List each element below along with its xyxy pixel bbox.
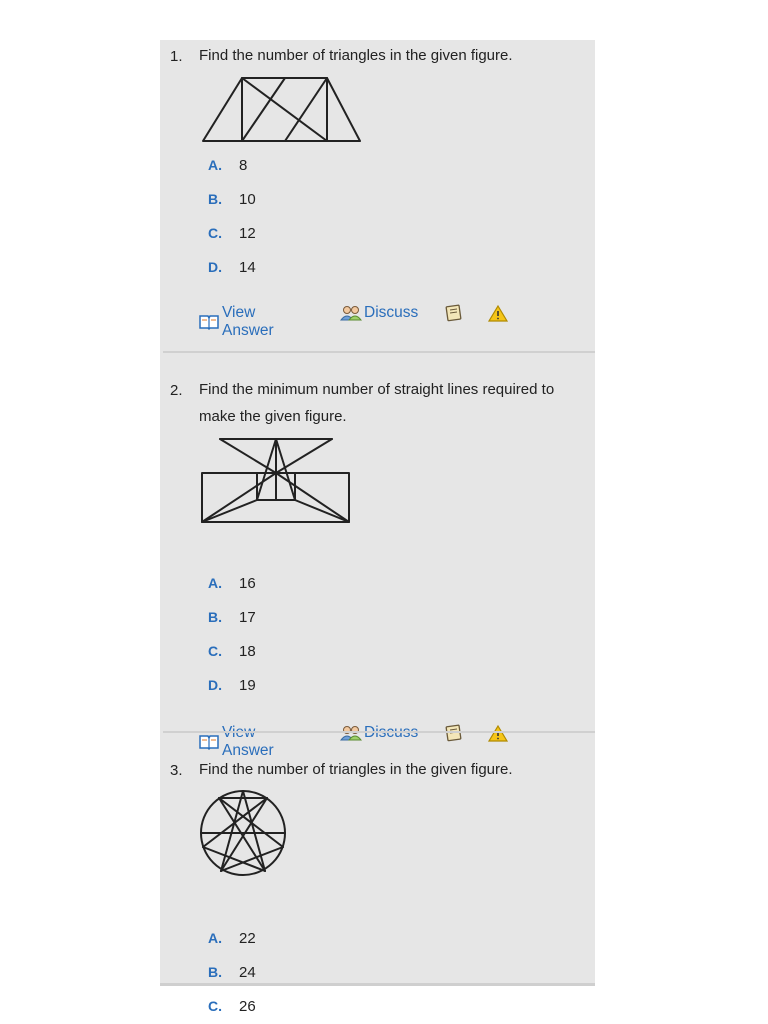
question-list-panel: 1. Find the number of triangles in the given figure. A. 8 B. 10 C. 12 D. 14 View Answer Discuss 2. Find the minimum number of straight lines required to make the given figure. A. 16 B. 17 C. 18 D. 19 Answer 3. Find the number of triangles in the given figure. A. 22 B. 24 C. 26 (160, 40, 595, 985)
warning-icon (488, 724, 508, 742)
view-answer-link[interactable]: View Answer (198, 304, 274, 340)
question-text: Find the minimum number of straight lines required to make the given figure. (199, 381, 555, 425)
open-book-icon (198, 313, 220, 331)
notebook-icon (444, 724, 464, 742)
discuss-link[interactable]: Discuss (340, 304, 418, 322)
users-icon (340, 304, 362, 322)
workspace-button[interactable] (444, 304, 464, 322)
open-book-icon (198, 733, 220, 751)
report-button[interactable] (488, 724, 508, 742)
notebook-icon (444, 304, 464, 322)
question-divider (163, 351, 595, 353)
question-number: 2. (170, 382, 183, 399)
question-divider (163, 731, 595, 733)
question-number: 1. (170, 48, 183, 65)
circle-star-figure (199, 789, 289, 879)
warning-icon (488, 304, 508, 322)
question-text: Find the number of triangles in the given figure. (199, 761, 513, 778)
discuss-link[interactable] (340, 724, 418, 742)
question-number: 3. (170, 762, 183, 779)
question-text: Find the number of triangles in the given figure. (199, 47, 513, 64)
report-button[interactable] (488, 304, 508, 322)
panel-bottom-edge (160, 983, 595, 986)
view-answer-link[interactable]: Answer (198, 724, 274, 760)
lines-figure (200, 435, 352, 525)
users-icon (340, 724, 362, 742)
trapezoid-triangles-figure (200, 74, 365, 146)
workspace-button[interactable] (444, 724, 464, 742)
